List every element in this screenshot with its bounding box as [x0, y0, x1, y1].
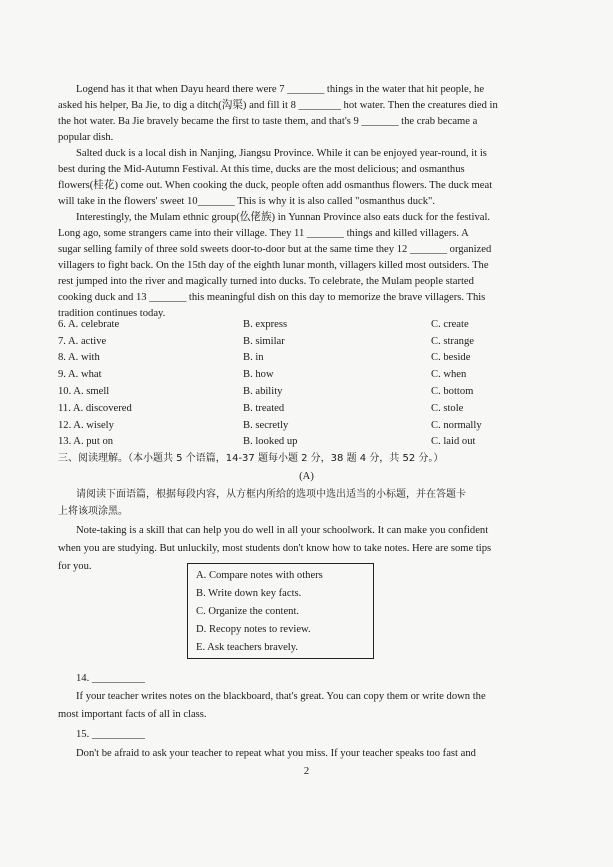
passage-line: sugar selling family of three sold sweets door-to-door but at the same time they 12 _______ organized: [58, 244, 492, 255]
option-c: C. stole: [431, 403, 464, 414]
passage-line: villagers to fight back. On the 15th day of the eighth lunar month, villagers killed most outsiders. The: [58, 260, 489, 271]
option-c: C. bottom: [431, 386, 474, 397]
option-b: B. looked up: [243, 436, 298, 447]
option-c: C. normally: [431, 420, 482, 431]
passage-line: Logend has it that when Dayu heard there were 7 _______ things in the water that hit people, he: [76, 84, 485, 95]
part-label: (A): [299, 471, 314, 482]
intro-line: when you are studying. But unluckily, most students don't know how to take notes. Here are some tips: [58, 543, 492, 554]
box-option: A. Compare notes with others: [196, 570, 323, 581]
passage-line: tradition continues today.: [58, 308, 166, 319]
passage-line: cooking duck and 13 _______ this meaningful dish on this day to memorize the brave villagers. This: [58, 292, 486, 303]
option-b: B. express: [243, 319, 288, 330]
instruction-text: 上将该项涂黑。: [58, 506, 128, 517]
option-c: C. create: [431, 319, 469, 330]
passage-line: the hot water. Ba Jie bravely became the first to taste them, and that's 9 _______ the crab became a: [58, 116, 478, 127]
intro-line: for you.: [58, 561, 92, 572]
question-14-label: 14. __________: [76, 673, 145, 684]
box-option: E. Ask teachers bravely.: [196, 642, 298, 653]
passage-line: popular dish.: [58, 132, 114, 143]
option-a: 10. A. smell: [58, 386, 110, 397]
option-c: C. strange: [431, 336, 474, 347]
passage-line: asked his helper, Ba Jie, to dig a ditch(沟渠) and fill it 8 ________ hot water. Then the creatures died in: [58, 100, 498, 111]
section-heading: 三、阅读理解。（本小题共 5 个语篇，14-37 题每小题 2 分，38 题 4 分，共 52 分。）: [58, 453, 444, 464]
option-b: B. in: [243, 352, 264, 363]
option-c: C. when: [431, 369, 467, 380]
passage-line: Salted duck is a local dish in Nanjing, Jiangsu Province. While it can be enjoyed year-round, it is: [76, 148, 487, 159]
question-14-text: most important facts of all in class.: [58, 709, 207, 720]
page-number: 2: [303, 766, 310, 777]
option-b: B. how: [243, 369, 274, 380]
question-14-text: If your teacher writes notes on the blackboard, that's great. You can copy them or write down the: [76, 691, 486, 702]
option-b: B. treated: [243, 403, 285, 414]
option-b: B. ability: [243, 386, 283, 397]
option-a: 11. A. discovered: [58, 403, 132, 414]
intro-line: Note-taking is a skill that can help you do well in all your schoolwork. It can make you confident: [76, 525, 489, 536]
option-c: C. laid out: [431, 436, 476, 447]
option-a: 9. A. what: [58, 369, 102, 380]
option-a: 8. A. with: [58, 352, 100, 363]
box-option: B. Write down key facts.: [196, 588, 302, 599]
passage-line: rest jumped into the river and magically turned into ducks. To celebrate, the Mulam people started: [58, 276, 474, 287]
passage-line: will take in the flowers' sweet 10_______ This is why it is also called "osmanthus duck".: [58, 196, 435, 207]
option-a: 13. A. put on: [58, 436, 114, 447]
option-a: 12. A. wisely: [58, 420, 114, 431]
box-option: D. Recopy notes to review.: [196, 624, 311, 635]
option-a: 6. A. celebrate: [58, 319, 120, 330]
question-15-text: Don't be afraid to ask your teacher to repeat what you miss. If your teacher speaks too fast and: [76, 748, 476, 759]
passage-line: best during the Mid-Autumn Festival. At this time, ducks are the most delicious; and osmanthus: [58, 164, 465, 175]
heading-options-box: [187, 563, 374, 659]
instruction-text: 请阅读下面语篇，根据每段内容，从方框内所给的选项中选出适当的小标题，并在答题卡: [76, 489, 466, 500]
passage-line: Interestingly, the Mulam ethnic group(仫佬族) in Yunnan Province also eats duck for the festival.: [76, 212, 491, 223]
box-option: C. Organize the content.: [196, 606, 300, 617]
passage-line: flowers(桂花) come out. When cooking the duck, people often add osmanthus flowers. The duck meat: [58, 180, 493, 191]
option-b: B. secretly: [243, 420, 289, 431]
option-c: C. beside: [431, 352, 471, 363]
question-15-label: 15. __________: [76, 729, 145, 740]
passage-line: Long ago, some strangers came into their village. They 11 _______ things and killed villagers. A: [58, 228, 469, 239]
option-a: 7. A. active: [58, 336, 107, 347]
option-b: B. similar: [243, 336, 285, 347]
